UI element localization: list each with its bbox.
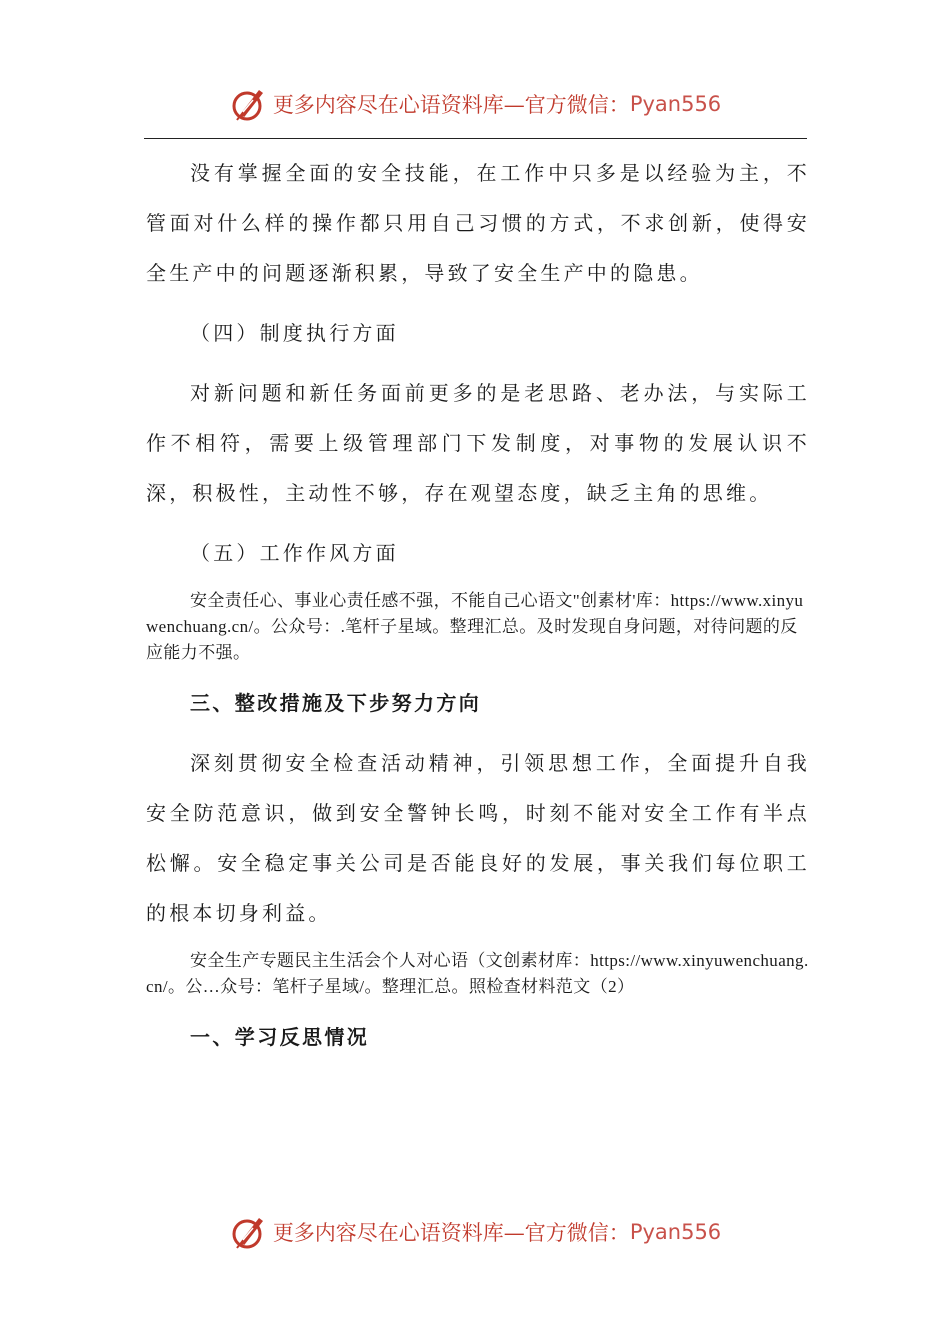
subheading-system-execution: （四）制度执行方面: [190, 321, 399, 345]
section-heading-study-reflection: 一、学习反思情况: [190, 1025, 370, 1049]
header-banner: [0, 80, 950, 128]
header-wechat-id: Pyan556: [629, 92, 722, 116]
subheading-work-style: （五）工作作风方面: [190, 541, 399, 565]
paragraph-title-note: 安全生产专题民主生活会个人对心语（文创素材库：https://www.xinyuwenchuang.cn/。公…众号：笔杆子星域/。整理汇总。照检查材料范文（2）: [146, 951, 809, 996]
footer-banner-text: 更多内容尽在心语资料库—官方微信：: [272, 1221, 630, 1245]
paragraph-rectification: 深刻贯彻安全检查活动精神，引领思想工作，全面提升自我安全防范意识，做到安全警钟长鸣，时刻不能对安全工作有半点松懈。安全稳定事关公司是否能良好的发展，事关我们每位职工的根本切身利益。: [146, 751, 810, 925]
paragraph-system-execution: 对新问题和新任务面前更多的是老思路、老办法，与实际工作不相符，需要上级管理部门下发制度，对事物的发展认识不深，积极性，主动性不够，存在观望态度，缺乏主角的思维。: [146, 381, 810, 505]
quill-logo-icon: [229, 1212, 269, 1252]
footer-banner: [0, 1208, 950, 1256]
section-heading-rectification: 三、整改措施及下步努力方向: [190, 691, 482, 715]
paragraph-work-style: 安全责任心、事业心责任感不强，不能自己心语文"创素材'库：https://www.xinyuwenchuang.cn/。公众号：.笔杆子星域。整理汇总。及时发现自身问题，对待问题的反应能力不强。: [146, 591, 804, 662]
document-body: [146, 148, 810, 1062]
header-banner-text: 更多内容尽在心语资料库—官方微信：: [272, 93, 630, 117]
header-rule: [144, 138, 807, 139]
footer-wechat-id: Pyan556: [629, 1220, 722, 1244]
quill-logo-icon: [229, 84, 269, 124]
paragraph-skills: 没有掌握全面的安全技能，在工作中只多是以经验为主，不管面对什么样的操作都只用自己习惯的方式，不求创新，使得安全生产中的问题逐渐积累，导致了安全生产中的隐患。: [146, 161, 810, 285]
